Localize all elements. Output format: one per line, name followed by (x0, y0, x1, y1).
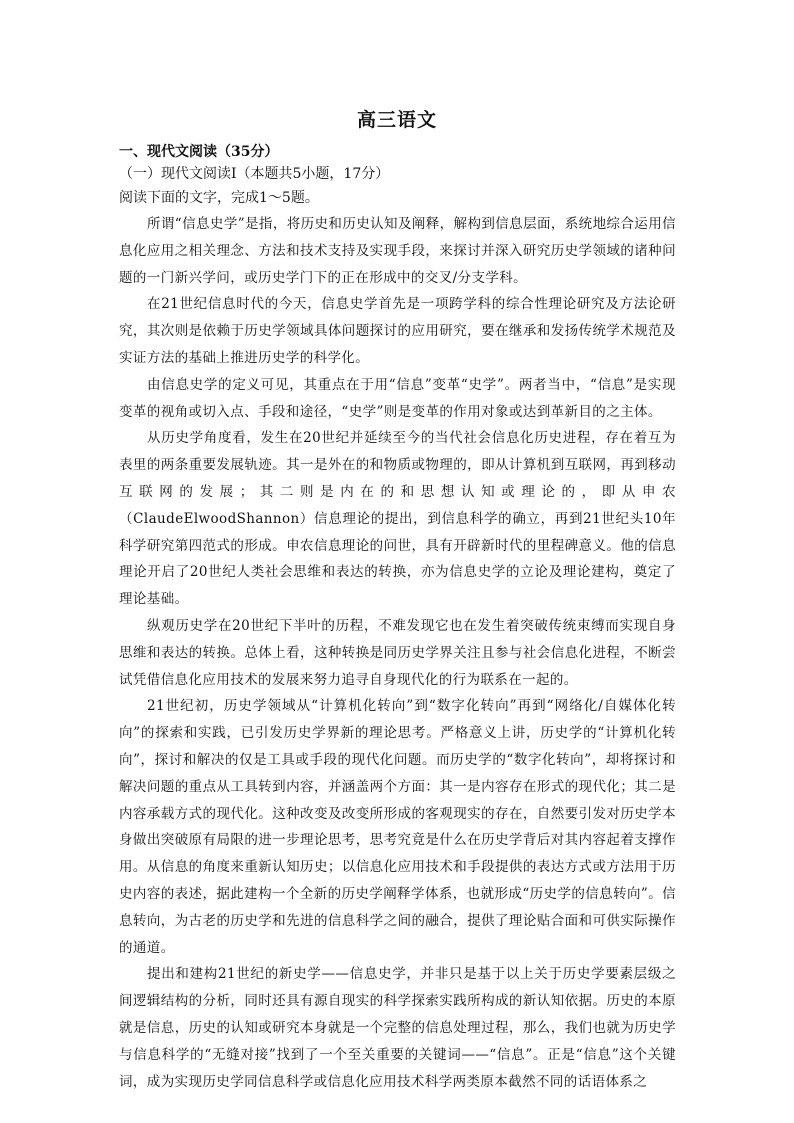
reading-instruction: 阅读下面的文字，完成1～5题。 (119, 190, 319, 206)
paragraph: 由信息史学的定义可见，其重点在于用“信息”变革“史学”。两者当中，“信息”是实现变革的视角或切入点、手段和途径，“史学”则是变革的作用对象或达到革新目的之主体。 (119, 376, 676, 420)
paragraph: 提出和建构21世纪的新史学——信息史学，并非只是基于以上关于历史学要素层级之间逻辑结构的分析，同时还具有源自现实的科学探索实践所构成的新认知依据。历史的本原就是信息，历史的认知或研究本身就是一个完整的信息处理过程，那么，我们也就为历史学与信息科学的“无缝对接”找到了一个至关重要的关键词——“信息”。正是“信息”这个关键词，成为实现历史学同信息科学或信息化应用技术科学两类原本截然不同的话语体系之 (119, 966, 676, 1090)
paragraph: 所谓“信息史学”是指，将历史和历史认知及阐释，解构到信息层面，系统地综合运用信息化应用之相关理念、方法和技术支持及实现手段，来探讨并深入研究历史学领域的诸种问题的一门新兴学问，或历史学门下的正在形成中的交叉/分支学科。 (119, 216, 676, 286)
paragraph: 21世纪初，历史学领域从“计算机化转向”到“数字化转向”再到“网络化/自媒体化转向”的探索和实践，已引发历史学界新的理论思考。严格意义上讲，历史学的“计算机化转向”，探讨和解决的仅是工具或手段的现代化问题。而历史学的“数字化转向”，却将探讨和解决问题的重点从工具转到内容，并涵盖两个方面：其一是内容存在形式的现代化；其二是内容承载方式的现代化。这种改变及改变所形成的客观现实的存在，自然要引发对历史学本身做出突破原有局限的进一步理论思考，思考究竟是什么在历史学背后对其内容起着支撑作用。从信息的角度来重新认知历史；以信息化应用技术和手段提供的表达方式或方法用于历史内容的表述，据此建构一个全新的历史学阐释学体系，也就形成“历史学的信息转向”。信息转向，为古老的历史学和先进的信息科学之间的融合，提供了理论贴合面和可供实际操作的通道。 (119, 698, 676, 956)
reading-passage (119, 211, 676, 1095)
subsection-heading: （一）现代文阅读Ⅰ（本题共5小题，17分） (119, 166, 390, 182)
paragraph: 在21世纪信息时代的今天，信息史学首先是一项跨学科的综合性理论研究及方法论研究，其次则是依赖于历史学领域具体问题探讨的应用研究，要在继承和发扬传统学术规范及实证方法的基础上推进历史学的科学化。 (119, 296, 676, 366)
paragraph: 从历史学角度看，发生在20世纪并延续至今的当代社会信息化历史进程，存在着互为表里的两条重要发展轨迹。其一是外在的和物质或物理的，即从计算机到互联网，再到移动互联网的发展；其二则是内在的和思想认知或理论的，即从申农（ClaudeElwoodShannon）信息理论的提出，到信息科学的确立，再到21世纪头10年科学研究第四范式的形成。申农信息理论的问世，具有开辟新时代的里程碑意义。他的信息理论开启了20世纪人类社会思维和表达的转换，亦为信息史学的立论及理论建构，奠定了理论基础。 (119, 430, 676, 608)
paragraph: 纵观历史学在20世纪下半叶的历程，不难发现它也在发生着突破传统束缚而实现自身思维和表达的转换。总体上看，这种转换是同历史学界关注且参与社会信息化进程，不断尝试凭借信息化应用技术的发展来努力追寻自身现代化的行为联系在一起的。 (119, 617, 676, 688)
section-heading: 一、现代文阅读（35分） (119, 144, 279, 160)
page-title: 高三语文 (356, 109, 437, 131)
